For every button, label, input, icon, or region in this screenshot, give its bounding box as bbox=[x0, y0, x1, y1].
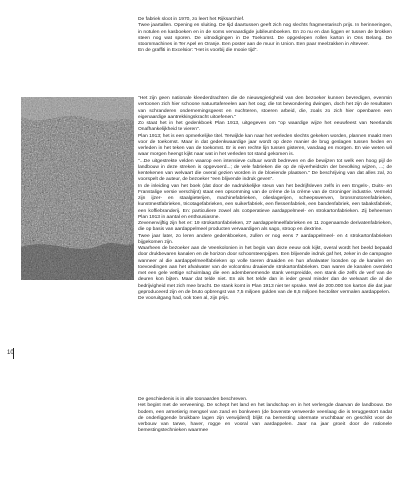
body-paragraph: "...De uitgestrekte velden waarop een intensieve cultuur wordt bedreven en die bewijzen tot welk een hoog pijl de landbouw in deze streken is opgevoerd...; de vele fabrieken die op de nijverheidszin der bevolking wijzen, ...; de kentekenen van welvaart die overal gezien worden in de bloeiende plaatsen." De beschrijving van dat alles zal, zo voorspelt de auteur, de bezoeker "een blijvende indruk geven". bbox=[138, 158, 392, 183]
intro-paragraph: En de graffiti in Excelsior: "Het is voorbij die mooie tijd". bbox=[138, 48, 258, 54]
intro-paragraph: Twee jaartallen. Opening en sluiting. De tijd daartussen geeft zich nog slechts fragmentarisch prijs. In herinneringen, in notulen en kasboeken en in de soms vervaardigde jubileumboeken. En zo nu en dan liggen er tussen de brokken steen nog wat sporen. De uitnodigingen in De Toekomst. De opgeslepen rollen karton in Ons Belang. De stoommachines in Ter Apel en Oranje. Een poster aan de muur in Union. Een paar meelzakken in Altevеer. bbox=[138, 23, 392, 47]
body-paragraph: Twee jaar later, zo leren andere gedenkboeken, zullen er nog eens 7 aardappelmeel- en 4 strokartonfabrieken bijgekomen zijn. bbox=[138, 233, 392, 245]
body-paragraph: Plan 1913; het is een opmerkelijke titel. Terwijlde kan naar het verleden slechts gekeken worden, plannen maakt men voor de toekomst. Maar in dat gedenkwaardige jaar wordt op deze manier de brug geslagen tussen heden en verleden in het teken van de toekomst. Er is een rechte lijn tussen gisteren, vandaag en morgen. En wie weten wil waar morgen heengt kijkt naar wat in het verleden tot stand gekomen is. bbox=[138, 133, 392, 158]
body-paragraph: In de inleiding van het boek (dat door de nadrukkelijke steun van het bedrijfsleven zelfs in een Engels-, Duits- en Franstalige versie verschijnt) staat een opsomming van de crème de la crème van de Groninger industrie. Vermeld zijn ijzer- en staalgieterijen, machinefabrieken, oliеslagerijen, scheepswerven, bronsmotorenfabrieken, kunstmestfabrieken, tricotagefabrieken, een suikerfabriek, een flessenfabriek, een bandenfabriek, een tabaksfabriek, een koffiebranderij. En: particuliere zowel als coöperatieve aardappelmeel- en strokartonfabrieken. Zij beheersen Plan 1913 in aantal en enthousiasme. bbox=[138, 183, 392, 220]
body-paragraph: De vooruitgang had, ook toen al, zijn prijs. bbox=[138, 296, 230, 301]
closing-text-block bbox=[138, 397, 392, 435]
intro-text-block bbox=[138, 17, 392, 55]
body-paragraph: Zo staat het in het gedenkboek Plan 1913, uitgegeven om "op waardige wijze het eeuwfeest van Neerlands Onafhankelijkheid te vieren". bbox=[138, 121, 392, 133]
closing-paragraph: Het begint met de verveening. De schept het land en het landschap en in het verlengde daarvan de landbouw. De bodem, een armetierig mengsel van zand en bonkveen (de bovenste verweerde veenlaag die is teruggestort nadat de onderliggende bruikbare lagen zijn verwijderd) blijkt na bemesting uitermate vruchtbaar en geschikt voor de verbouw van tarwe, haver, rogge en vooral van aardappelen. Jaar na jaar groeit door de rationele bemestingstechnieken waarmee bbox=[138, 403, 392, 434]
body-paragraph: "Het zijn geen nationale kleederdrachten die de nieuwsgierigheid van den bezoeker kunnen bevredigen, evenmin vertoonen zich hier schoone natuurtafereelen aan het oog; die tot bewondering dwingen, doch het zijn de resultaten van schranderen ondernemingsgeest en nuchteren, stoeren arbeid, die, zoals zo zich hier openbaren een eigenaardige aantrekkingskracht uitoefenen." bbox=[138, 96, 392, 120]
page-number: 10 bbox=[7, 350, 14, 356]
main-text-block bbox=[138, 96, 392, 302]
intro-paragraph: De fabriek sloot in 1970, zo leert het Rijksarchief. bbox=[138, 17, 245, 22]
closing-paragraph: De geschiedenis is in alle toonaarden beschreven. bbox=[138, 397, 248, 402]
landscape-photo bbox=[21, 97, 134, 280]
body-paragraph: Waarheen de bezoeker aan de Veenkolonien in het begin van deze eeuw ook kijkt, overal wordt het beeld bepaald door drukbevaren kanalen en de horizon door schoorsteenpijpen. Een blijvende indruk gaf het, zeker in de campagne wanneer al die aardappelmeelfabrieken op volle toeren draaiden en hun afvalwater loosden op de kanalen en toevoedingen aan het afvalwater van de volcontinu draaiende strokartonfabrieken. Dan waren de kanalen overdekt met een gele vettige schuimlaag die een adembenemende stank verspreidde, een stank die zelfs de verf van de deuren kon bijten. Maar dat telde niet. En als het telde dan in ieder geval minder dan de welvaart die al die bedrijvigheid met zich mee bracht. De stank komt in Plan 1913 niet ter sprake. Wel de 200.000 ton karton die dat jaar geproduceerd zijn en de bruto opbrengst van 7,5 miljoen gulden van de 8,5 miljoen hectoliter vermalen aardappelen. bbox=[138, 246, 392, 295]
body-paragraph: Zevenenvijftig zijn het er: 19 strokartonfabrieken, 27 aardappelmeelfabrieken en 11 zogenaamde derivatenfabrieken, die op basis van aardappelmeel producten vervaardigen als sago, stroop en dextrine. bbox=[138, 221, 392, 233]
